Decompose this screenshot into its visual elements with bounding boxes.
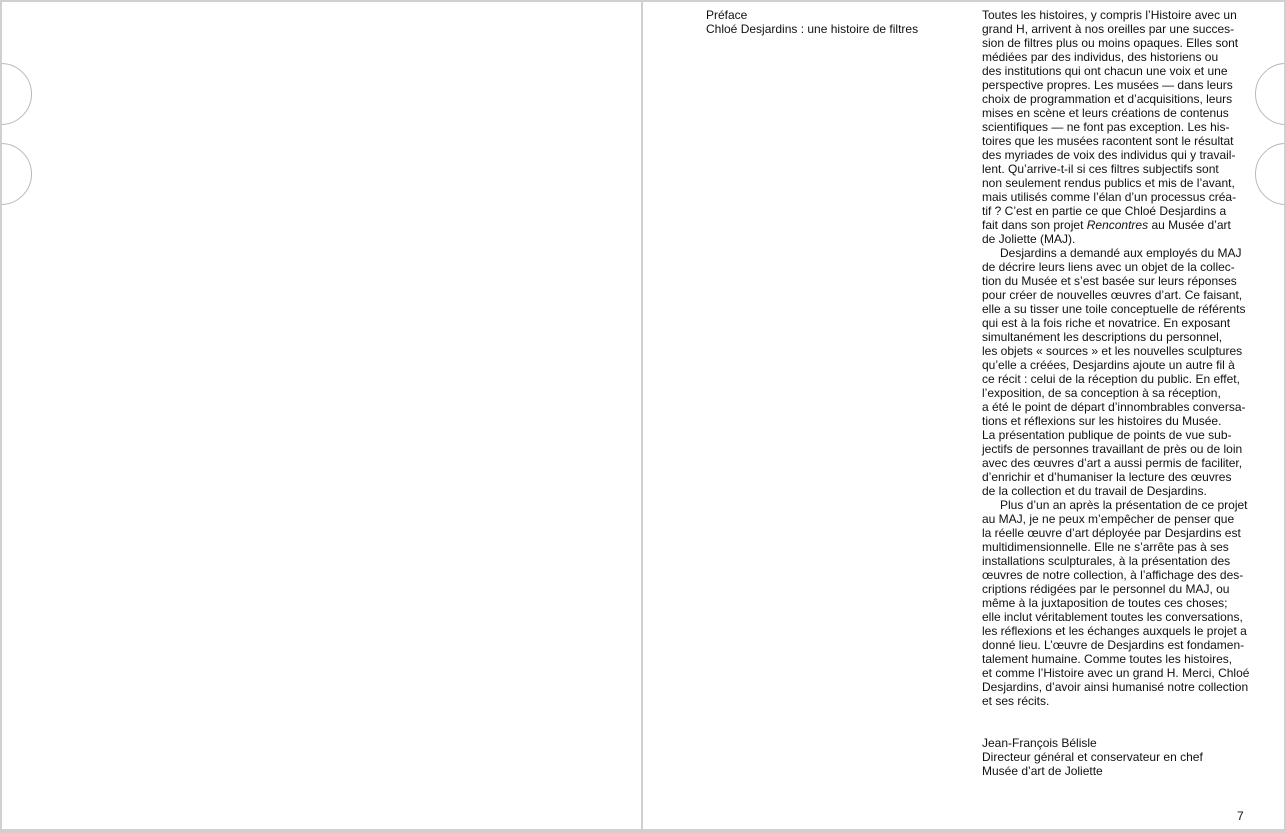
text-line: de Joliette (MAJ). <box>982 232 1076 246</box>
text-line: Desjardins a demandé aux employés du MAJ <box>1000 246 1242 260</box>
text-line: toires que les musées racontent sont le résultat <box>982 134 1234 148</box>
page-notch <box>1255 143 1284 205</box>
page-notch <box>2 143 32 205</box>
text-line: scientifiques — ne font pas exception. Les his- <box>982 120 1230 134</box>
text-line: Desjardins, d’avoir ainsi humanisé notre collection <box>982 680 1249 694</box>
text-line: d’enrichir et d’humaniser la lecture des œuvres <box>982 470 1232 484</box>
text-line: criptions rédigées par le personnel du MAJ, ou <box>982 582 1230 596</box>
text-line <box>982 218 1250 232</box>
signature-name: Jean-François Bélisle <box>982 736 1097 750</box>
text-line: avec des œuvres d’art a aussi permis de faciliter, <box>982 456 1243 470</box>
text-line: tions et réflexions sur les histoires du Musée. <box>982 414 1222 428</box>
text-line: qu’elle a créées, Desjardins ajoute un autre fil à <box>982 358 1235 372</box>
text-line: non seulement rendus publics et mis de l’avant, <box>982 176 1235 190</box>
signature-role: Directeur général et conservateur en chef <box>982 750 1203 764</box>
text-line: simultanément les descriptions du personnel, <box>982 330 1223 344</box>
text-line: multidimensionnelle. Elle ne s’arrête pas à ses <box>982 540 1229 554</box>
text-line: Plus d’un an après la présentation de ce projet <box>1000 498 1248 512</box>
text-line: l’exposition, de sa conception à sa réception, <box>982 386 1221 400</box>
text-line: œuvres de notre collection, à l’affichage des des- <box>982 568 1244 582</box>
text-line: mises en scène et leurs créations de contenus <box>982 106 1229 120</box>
page-number: 7 <box>1237 809 1244 823</box>
text-line: et comme l’Histoire avec un grand H. Merci, Chloé <box>982 666 1250 680</box>
text-line: La présentation publique de points de vue sub- <box>982 428 1232 442</box>
project-title: Rencontres <box>1086 218 1149 232</box>
text-line: les réflexions et les échanges auxquels le projet a <box>982 624 1247 638</box>
body-text <box>982 8 1250 708</box>
text-line: talement humaine. Comme toutes les histoires, <box>982 652 1233 666</box>
section-title: Chloé Desjardins : une histoire de filtres <box>706 22 919 36</box>
signature-institution: Musée d’art de Joliette <box>982 764 1103 778</box>
text-line: médiées par des individus, des historiens ou <box>982 50 1219 64</box>
text-line: au MAJ, je ne peux m’empêcher de penser que <box>982 512 1235 526</box>
text-line: pour créer de nouvelles œuvres d’art. Ce faisant, <box>982 288 1243 302</box>
page-notch <box>2 63 32 125</box>
text-line: même à la juxtaposition de toutes ces choses; <box>982 596 1228 610</box>
text-line: tion du Musée et s’est basée sur leurs réponses <box>982 274 1237 288</box>
text-line: donné lieu. L’œuvre de Desjardins est fondamen- <box>982 638 1245 652</box>
left-page <box>2 2 641 829</box>
text-line: jectifs de personnes travaillant de près ou de loin <box>982 442 1243 456</box>
text-line: lent. Qu’arrive-t-il si ces filtres subjectifs sont <box>982 162 1219 176</box>
text-span: au Musée d’art <box>1148 218 1231 232</box>
section-header <box>706 8 966 36</box>
text-line: elle inclut véritablement toutes les conversations, <box>982 610 1243 624</box>
text-line: choix de programmation et d’acquisitions, leurs <box>982 92 1233 106</box>
text-line: perspective propres. Les musées — dans leurs <box>982 78 1233 92</box>
text-line: et ses récits. <box>982 694 1050 708</box>
signature-block <box>982 736 1250 778</box>
text-line: qui est à la fois riche et novatrice. En exposant <box>982 316 1231 330</box>
text-line: sion de filtres plus ou moins opaques. Elles sont <box>982 36 1239 50</box>
text-span: fait dans son projet <box>982 218 1087 232</box>
text-line: elle a su tisser une toile conceptuelle de référents <box>982 302 1246 316</box>
text-line: des institutions qui ont chacun une voix et une <box>982 64 1228 78</box>
text-line: de décrire leurs liens avec un objet de la collec- <box>982 260 1235 274</box>
right-page <box>643 2 1284 829</box>
page-notch <box>1255 63 1284 125</box>
text-line: a été le point de départ d’innombrables conversa- <box>982 400 1246 414</box>
text-line: des myriades de voix des individus qui y travail- <box>982 148 1236 162</box>
text-line: installations sculpturales, à la présentation des <box>982 554 1231 568</box>
text-line: grand H, arrivent à nos oreilles par une succes- <box>982 22 1235 36</box>
text-line: tif ? C’est en partie ce que Chloé Desjardins a <box>982 204 1227 218</box>
text-line: mais utilisés comme l’élan d’un processus créa- <box>982 190 1237 204</box>
section-label: Préface <box>706 8 748 22</box>
text-line: les objets « sources » et les nouvelles sculptures <box>982 344 1243 358</box>
text-line: de la collection et du travail de Desjardins. <box>982 484 1207 498</box>
text-line: la réelle œuvre d’art déployée par Desjardins est <box>982 526 1241 540</box>
text-line: ce récit : celui de la réception du public. En effet, <box>982 372 1240 386</box>
text-line: Toutes les histoires, y compris l’Histoire avec un <box>982 8 1237 22</box>
